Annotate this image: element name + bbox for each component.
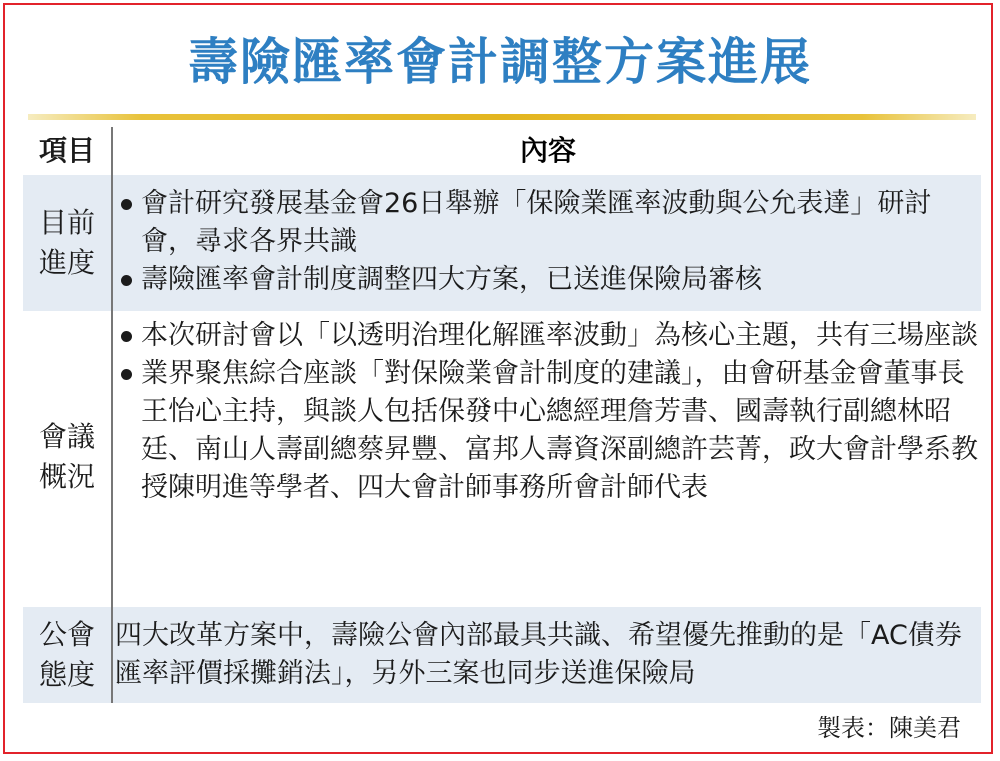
list-item bbox=[115, 355, 981, 507]
table-header-row bbox=[23, 127, 981, 175]
column-divider bbox=[111, 127, 113, 175]
page-title: 壽險匯率會計調整方案進展 bbox=[188, 33, 812, 91]
row-content-progress bbox=[115, 185, 981, 299]
bullet-icon bbox=[121, 275, 132, 286]
bullet-icon bbox=[121, 369, 132, 380]
row-label-meeting bbox=[23, 417, 111, 497]
bullet-icon bbox=[121, 331, 132, 342]
column-divider bbox=[111, 175, 113, 311]
list-item-text: 業界聚焦綜合座談「對保險業會計制度的建議」，由會研基金會董事長王怡心主持，與談人包括保發中心總經理詹芳書、國壽執行副總林昭廷、南山人壽副總蔡昇豐、富邦人壽資深副總許芸菁，政大會計學系教授陳明進等學者、四大會計師事務所會計師代表 bbox=[141, 358, 978, 503]
table-row-association bbox=[23, 607, 981, 703]
list-item-text: 會計研究發展基金會26日舉辦「保險業匯率波動與公允表達」研討會，尋求各界共識 bbox=[141, 188, 932, 257]
list-item bbox=[115, 261, 981, 299]
row-label-association-text: 公會態度 bbox=[38, 618, 95, 691]
list-item bbox=[115, 317, 981, 355]
bullet-icon bbox=[121, 199, 132, 210]
row-label-progress-text: 目前進度 bbox=[38, 206, 95, 279]
list-item-text: 壽險匯率會計制度調整四大方案，已送進保險局審核 bbox=[141, 264, 762, 295]
header-item: 項目 bbox=[38, 134, 95, 167]
row-content-association: 四大改革方案中，壽險公會內部最具共識、希望優先推動的是「AC債券匯率評價採攤銷法」，另外三案也同步送進保險局 bbox=[115, 620, 962, 689]
row-label-progress bbox=[23, 203, 111, 283]
infographic-frame bbox=[3, 3, 993, 754]
header-content: 內容 bbox=[519, 134, 576, 167]
row-label-association bbox=[23, 615, 111, 695]
list-item-text: 本次研討會以「以透明治理化解匯率波動」為核心主題，共有三場座談 bbox=[141, 320, 978, 351]
column-divider bbox=[111, 311, 113, 607]
row-label-meeting-text: 會議概況 bbox=[38, 420, 95, 493]
table-row-progress bbox=[23, 175, 981, 311]
column-divider bbox=[111, 607, 113, 703]
row-content-meeting bbox=[115, 317, 981, 507]
title-divider bbox=[28, 114, 976, 120]
list-item bbox=[115, 185, 981, 261]
table-credit: 製表：陳美君 bbox=[817, 714, 961, 742]
table-row-meeting bbox=[23, 311, 981, 607]
